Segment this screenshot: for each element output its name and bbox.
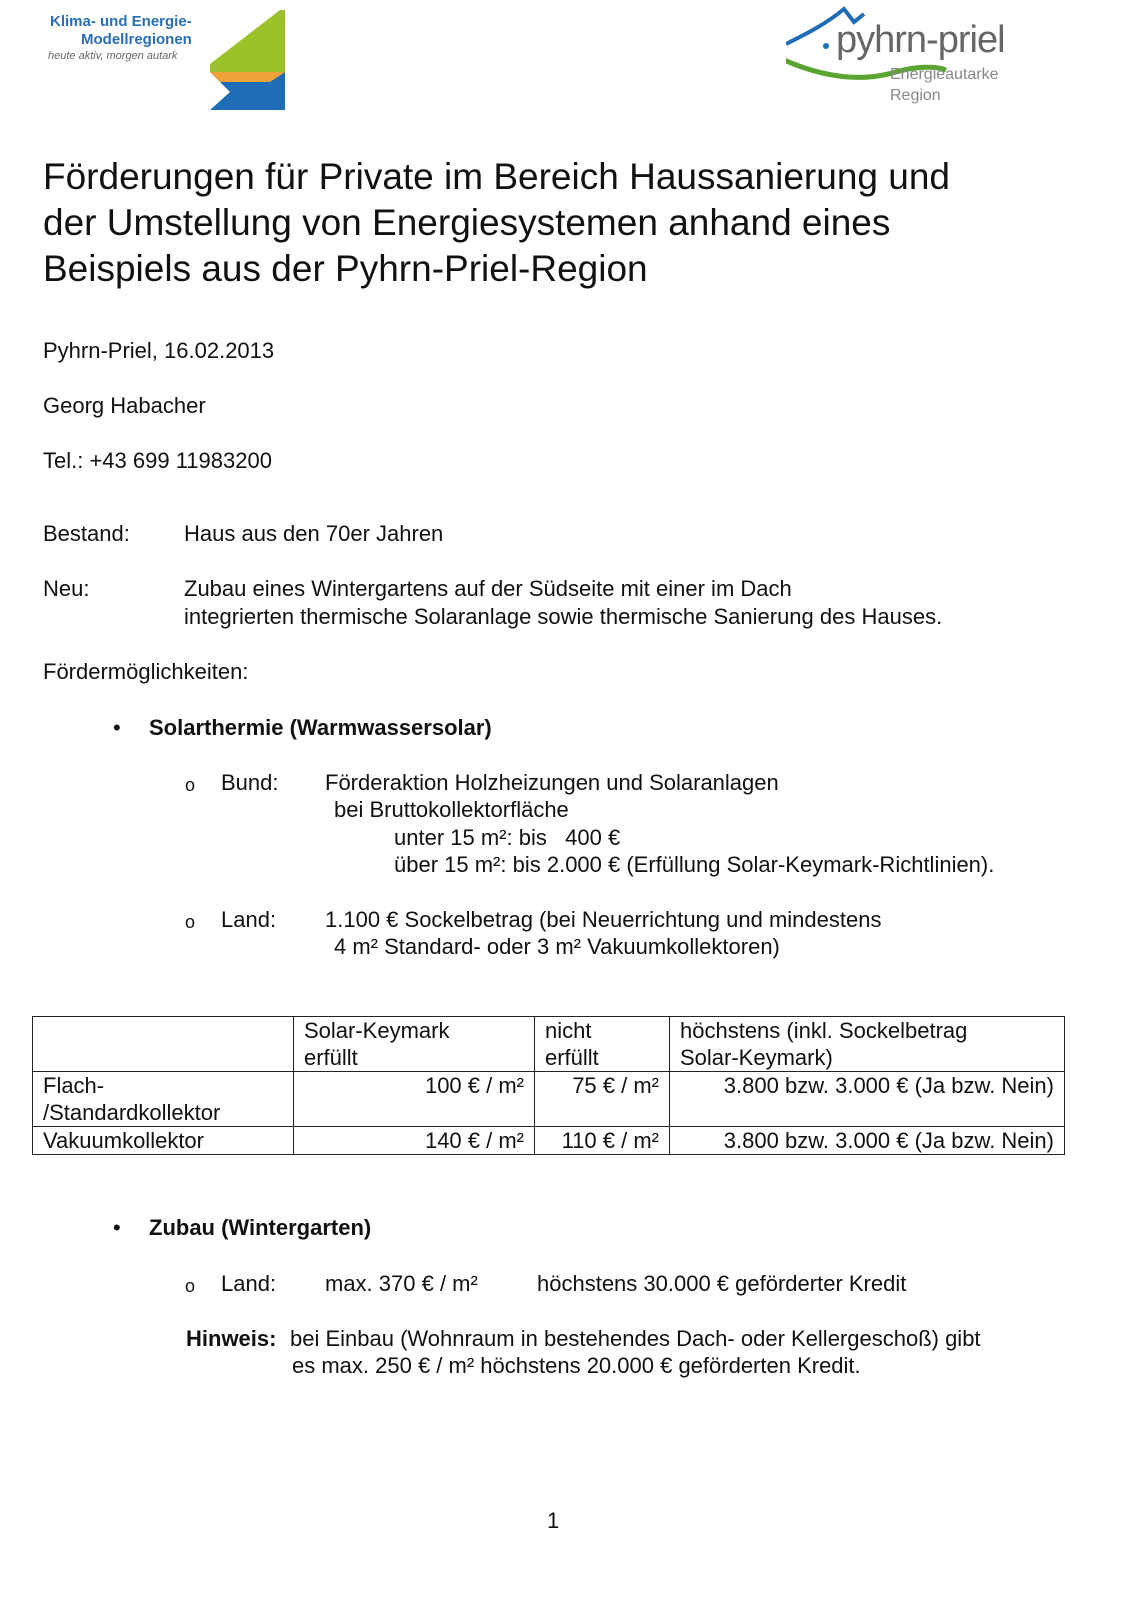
solar-land-label: Land: (221, 907, 277, 932)
solar-land-line-1: 1.100 € Sockelbetrag (bei Neuerrichtung und mindestens (325, 907, 882, 932)
hint-label: Hinweis: (186, 1326, 277, 1351)
table-cell-name: Flach- /Standardkollektor (33, 1072, 294, 1127)
table-cell-keymark: 100 € / m² (294, 1072, 535, 1127)
neu-line-2: integrierten thermische Solaranlage sowie thermische Sanierung des Hauses. (184, 604, 943, 629)
solar-bund-line-2: bei Bruttokollektorfläche (334, 797, 569, 822)
table-header-cell: Solar-Keymark erfüllt (294, 1017, 535, 1072)
klima-modellregionen-logo (44, 10, 294, 110)
solar-bund-label: Bund: (221, 770, 279, 795)
table-cell-max: 3.800 bzw. 3.000 € (Ja bzw. Nein) (670, 1127, 1065, 1155)
table-cell-nicht: 110 € / m² (535, 1127, 670, 1155)
pyhrn-priel-logo (786, 4, 1026, 114)
author: Georg Habacher (43, 393, 206, 418)
table-row (33, 1127, 1065, 1155)
table-header-cell: nicht erfüllt (535, 1017, 670, 1072)
circle-bullet-icon: o (185, 1276, 196, 1296)
table-cell-nicht: 75 € / m² (535, 1072, 670, 1127)
logo-right-sub1: Energieautarke (890, 66, 999, 83)
logo-left-mark-icon (210, 10, 285, 110)
title-line-2: der Umstellung von Energiesystemen anhand eines (43, 202, 891, 243)
bestand-value: Haus aus den 70er Jahren (184, 521, 444, 546)
table-cell-keymark: 140 € / m² (294, 1127, 535, 1155)
table-header-row (33, 1017, 1065, 1072)
solar-land-line-2: 4 m² Standard- oder 3 m² Vakuumkollektoren) (334, 934, 780, 959)
document-title (43, 154, 950, 292)
place-date: Pyhrn-Priel, 16.02.2013 (43, 338, 275, 363)
hint-line-2: es max. 250 € / m² höchstens 20.000 € geförderten Kredit. (292, 1353, 861, 1378)
neu-line-1: Zubau eines Wintergartens auf der Südseite mit einer im Dach (184, 576, 792, 601)
solar-bund-line-4: über 15 m²: bis 2.000 € (Erfüllung Solar-Keymark-Richtlinien). (394, 852, 995, 877)
table-header-cell: höchstens (inkl. Sockelbetrag Solar-Keymark) (670, 1017, 1065, 1072)
logo-right-sub2: Region (890, 87, 941, 104)
table-cell-max: 3.800 bzw. 3.000 € (Ja bzw. Nein) (670, 1072, 1065, 1127)
solar-bund-line-3: unter 15 m²: bis 400 € (394, 825, 621, 850)
logo-right-brand: pyhrn-priel (836, 19, 1005, 61)
title-line-3: Beispiels aus der Pyhrn-Priel-Region (43, 248, 648, 289)
bullet-icon: • (113, 1215, 121, 1240)
bestand-label: Bestand: (43, 521, 130, 546)
circle-bullet-icon: o (185, 912, 196, 932)
circle-bullet-icon: o (185, 775, 196, 795)
zubau-land-value-1: max. 370 € / m² (325, 1271, 478, 1296)
solar-heading: Solarthermie (Warmwassersolar) (149, 715, 492, 740)
table-row (33, 1072, 1065, 1127)
title-line-1: Förderungen für Private im Bereich Haussanierung und (43, 156, 950, 197)
table-cell-name: Vakuumkollektor (33, 1127, 294, 1155)
phone: Tel.: +43 699 11983200 (43, 448, 272, 473)
bullet-icon: • (113, 715, 121, 740)
logo-left-tagline: heute aktiv, morgen autark (48, 50, 178, 62)
logo-left-line1: Klima- und Energie- (50, 13, 192, 30)
logo-left-line2: Modellregionen (81, 31, 192, 48)
table-header-cell (33, 1017, 294, 1072)
solar-bund-line-1: Förderaktion Holzheizungen und Solaranlagen (325, 770, 779, 795)
page-number: 1 (547, 1508, 560, 1533)
zubau-land-value-2: höchstens 30.000 € geförderter Kredit (537, 1271, 907, 1296)
neu-label: Neu: (43, 576, 90, 601)
foerder-heading: Fördermöglichkeiten: (43, 659, 249, 684)
solar-funding-table (32, 1016, 1065, 1155)
zubau-land-label: Land: (221, 1271, 277, 1296)
zubau-heading: Zubau (Wintergarten) (149, 1215, 372, 1240)
hint-line-1: bei Einbau (Wohnraum in bestehendes Dach- oder Kellergeschoß) gibt (290, 1326, 981, 1351)
